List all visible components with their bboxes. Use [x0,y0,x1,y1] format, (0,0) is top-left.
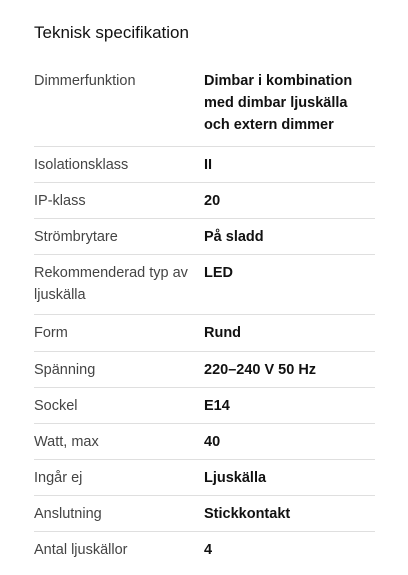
spec-row-watt-max [34,424,375,460]
spec-row-strombrytare [34,219,375,255]
spec-key: Sockel [34,398,78,414]
spec-row-dimmerfunktion [34,56,375,147]
spec-row-spanning [34,352,375,388]
spec-key: Rekommenderad typ av ljuskälla [34,265,188,303]
spec-key: Antal ljuskällor [34,542,128,558]
spec-row-antal-ljuskallor [34,532,375,567]
spec-key: Isolationsklass [34,157,129,173]
spec-value: II [204,157,213,173]
spec-value: Ljuskälla [204,470,267,486]
spec-row-rekommenderad-typ [34,255,375,315]
spec-value: Rund [204,325,242,341]
spec-value: 4 [204,542,213,558]
spec-row-isolationsklass [34,147,375,183]
spec-value: Stickkontakt [204,506,291,522]
spec-value: På sladd [204,229,264,245]
section-title: Teknisk specifikation [34,23,189,42]
spec-key: Anslutning [34,506,102,522]
spec-row-ingar-ej [34,460,375,496]
spec-key: Watt, max [34,434,99,450]
spec-value: 40 [204,434,221,450]
spec-value: 220–240 V 50 Hz [204,362,317,378]
spec-row-sockel [34,388,375,424]
spec-value: Dimbar i kombination med dimbar ljuskälla och extern dimmer [204,73,353,133]
spec-key: Form [34,325,68,341]
spec-value: 20 [204,193,221,209]
spec-row-anslutning [34,496,375,532]
spec-row-form [34,315,375,352]
spec-key: Strömbrytare [34,229,118,245]
spec-key: IP-klass [34,193,86,209]
spec-row-ip-klass [34,183,375,219]
spec-value: LED [204,265,233,281]
spec-key: Dimmerfunktion [34,73,136,89]
spec-key: Ingår ej [34,470,83,486]
spec-value: E14 [204,398,230,414]
spec-key: Spänning [34,362,96,378]
spec-table [34,56,375,567]
